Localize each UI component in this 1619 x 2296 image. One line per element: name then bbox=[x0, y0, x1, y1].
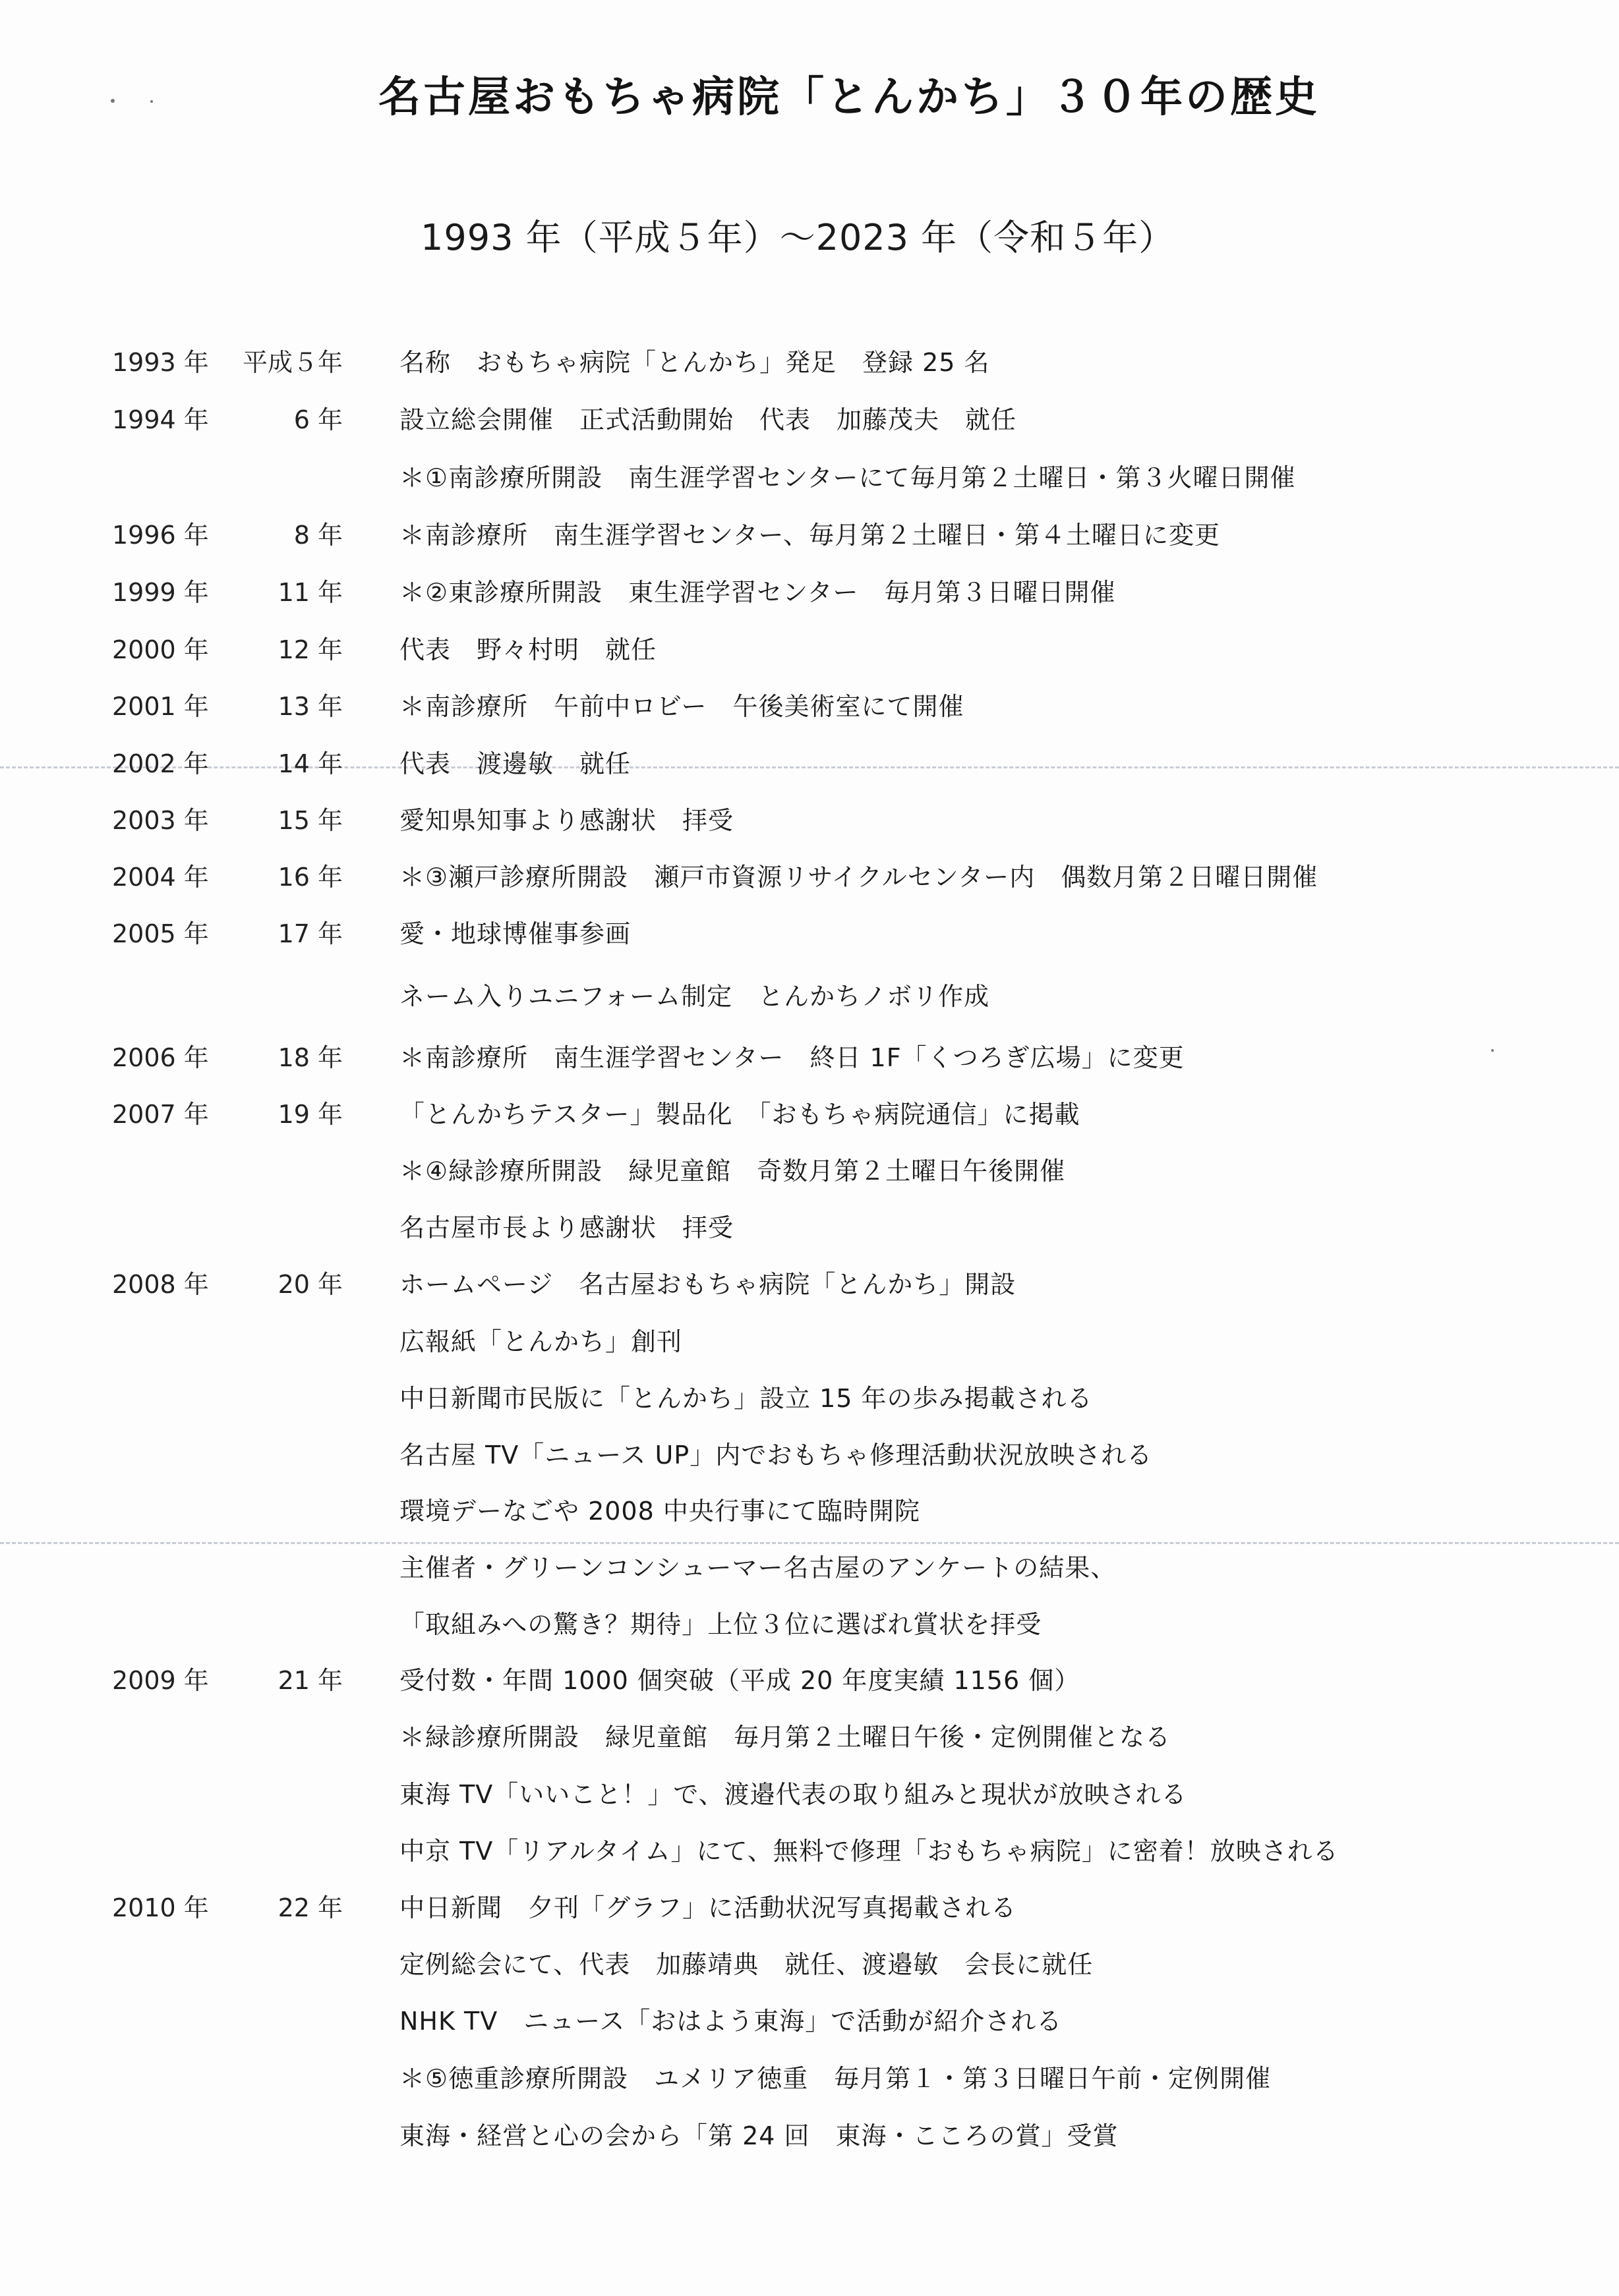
row-era-year: 11 年 bbox=[278, 578, 343, 607]
timeline-row bbox=[0, 1322, 1619, 1362]
row-event: ＊南診療所 南生涯学習センター 終日 1F「くつろぎ広場」に変更 bbox=[399, 1043, 1185, 1072]
row-event: 設立総会開催 正式活動開始 代表 加藤茂夫 就任 bbox=[399, 405, 1017, 434]
row-event: ＊緑診療所開設 緑児童館 毎月第２土曜日午後・定例開催となる bbox=[399, 1723, 1171, 1752]
timeline-row bbox=[0, 2059, 1619, 2098]
row-event: ＊南診療所 南生涯学習センター、毎月第２土曜日・第４土曜日に変更 bbox=[399, 521, 1220, 550]
timeline-row bbox=[0, 1208, 1619, 1248]
timeline-row bbox=[0, 2116, 1619, 2156]
timeline-row bbox=[0, 1661, 1619, 1700]
timeline-row bbox=[0, 1095, 1619, 1134]
row-era-year: 16 年 bbox=[278, 863, 343, 892]
row-event: 中日新聞市民版に「とんかち」設立 15 年の歩み掲載される bbox=[399, 1384, 1093, 1413]
row-era-year: 17 年 bbox=[278, 919, 343, 948]
timeline-row bbox=[0, 801, 1619, 840]
row-era-year: 13 年 bbox=[278, 692, 343, 721]
row-year: 2000 年 bbox=[112, 635, 209, 664]
row-event: ネーム入りユニフォーム制定 とんかちノボリ作成 bbox=[399, 982, 990, 1011]
row-event: ＊②東診療所開設 東生涯学習センター 毎月第３日曜日開催 bbox=[399, 578, 1116, 607]
row-year: 2001 年 bbox=[112, 692, 209, 721]
row-era-year: 6 年 bbox=[293, 405, 343, 434]
page-subtitle: 1993 年（平成５年）～2023 年（令和５年） bbox=[421, 217, 1175, 258]
row-event: ＊④緑診療所開設 緑児童館 奇数月第２土曜日午後開催 bbox=[399, 1157, 1066, 1186]
row-era-year: 19 年 bbox=[278, 1100, 343, 1129]
row-year: 2009 年 bbox=[112, 1666, 209, 1695]
row-event: 代表 野々村明 就任 bbox=[399, 635, 657, 664]
row-event: 名称 おもちゃ病院「とんかち」発足 登録 25 名 bbox=[399, 348, 990, 377]
row-event: ＊①南診療所開設 南生涯学習センターにて毎月第２土曜日・第３火曜日開催 bbox=[399, 463, 1296, 492]
timeline-row bbox=[0, 1717, 1619, 1757]
row-event: 愛・地球博催事参画 bbox=[399, 919, 632, 948]
timeline-row bbox=[0, 914, 1619, 954]
row-year: 1999 年 bbox=[112, 578, 209, 607]
row-era-year: 20 年 bbox=[278, 1270, 343, 1299]
row-year: 2003 年 bbox=[112, 806, 209, 835]
row-event: 東海・経営と心の会から「第 24 回 東海・こころの賞」受賞 bbox=[399, 2121, 1119, 2150]
row-event: 広報紙「とんかち」創刊 bbox=[399, 1327, 683, 1356]
timeline-row bbox=[0, 1548, 1619, 1588]
row-event: 代表 渡邊敏 就任 bbox=[399, 749, 632, 778]
row-event: 環境デーなごや 2008 中央行事にて臨時開院 bbox=[399, 1497, 920, 1526]
timeline-row bbox=[0, 1435, 1619, 1475]
row-event: 中日新聞 夕刊「グラフ」に活動状況写真掲載される bbox=[399, 1893, 1017, 1922]
fold-line bbox=[0, 1542, 1619, 1544]
row-year: 2002 年 bbox=[112, 749, 209, 778]
row-year: 2006 年 bbox=[112, 1043, 209, 1072]
row-era-year: 15 年 bbox=[278, 806, 343, 835]
row-event: 「とんかちテスター」製品化 「おもちゃ病院通信」に掲載 bbox=[399, 1100, 1080, 1129]
timeline-row bbox=[0, 1491, 1619, 1531]
row-event: 東海 TV「いいこと！」で、渡邉代表の取り組みと現状が放映される bbox=[399, 1780, 1187, 1809]
row-year: 2010 年 bbox=[112, 1893, 209, 1922]
row-event: 名古屋 TV「ニュース UP」内でおもちゃ修理活動状況放映される bbox=[399, 1441, 1153, 1470]
timeline-row bbox=[0, 1265, 1619, 1304]
timeline-row bbox=[0, 1831, 1619, 1871]
row-year: 2004 年 bbox=[112, 863, 209, 892]
page-title: 名古屋おもちゃ病院「とんかち」３０年の歴史 bbox=[378, 73, 1320, 122]
timeline-row bbox=[0, 1605, 1619, 1644]
timeline-row bbox=[0, 343, 1619, 382]
row-event: 受付数・年間 1000 個突破（平成 20 年度実績 1156 個） bbox=[399, 1666, 1080, 1695]
timeline-row bbox=[0, 977, 1619, 1016]
row-era-year: 14 年 bbox=[278, 749, 343, 778]
row-event: ホームページ 名古屋おもちゃ病院「とんかち」開設 bbox=[399, 1270, 1016, 1299]
row-era-year: 18 年 bbox=[278, 1043, 343, 1072]
row-year: 1996 年 bbox=[112, 521, 209, 550]
row-year: 2007 年 bbox=[112, 1100, 209, 1129]
row-event: 名古屋市長より感謝状 拝受 bbox=[399, 1213, 734, 1242]
timeline-row bbox=[0, 1151, 1619, 1191]
timeline-row bbox=[0, 857, 1619, 897]
row-event: 「取組みへの驚き？期待」上位３位に選ばれ賞状を拝受 bbox=[399, 1610, 1042, 1639]
timeline-row bbox=[0, 1379, 1619, 1418]
timeline-row bbox=[0, 687, 1619, 726]
row-event: 定例総会にて、代表 加藤靖典 就任、渡邉敏 会長に就任 bbox=[399, 1950, 1094, 1979]
row-event: NHK TV ニュース「おはよう東海」で活動が紹介される bbox=[399, 2007, 1063, 2036]
timeline-row bbox=[0, 400, 1619, 440]
timeline-row bbox=[0, 458, 1619, 498]
row-era-year: 22 年 bbox=[278, 1893, 343, 1922]
row-event: ＊③瀬戸診療所開設 瀬戸市資源リサイクルセンター内 偶数月第２日曜日開催 bbox=[399, 863, 1318, 892]
row-year: 2005 年 bbox=[112, 919, 209, 948]
row-event: 中京 TV「リアルタイム」にて、無料で修理「おもちゃ病院」に密着！放映される bbox=[399, 1837, 1339, 1866]
timeline-row bbox=[0, 1888, 1619, 1928]
row-event: 愛知県知事より感謝状 拝受 bbox=[399, 806, 734, 835]
row-era-year: 平成５年 bbox=[242, 348, 343, 377]
row-year: 1993 年 bbox=[112, 348, 209, 377]
row-year: 2008 年 bbox=[112, 1270, 209, 1299]
row-event: 主催者・グリーンコンシューマー名古屋のアンケートの結果、 bbox=[399, 1553, 1117, 1582]
row-event: ＊⑤徳重診療所開設 ユメリア徳重 毎月第１・第３日曜日午前・定例開催 bbox=[399, 2064, 1272, 2093]
timeline-row bbox=[0, 630, 1619, 670]
timeline-row bbox=[0, 573, 1619, 612]
timeline-row bbox=[0, 1038, 1619, 1077]
timeline-row bbox=[0, 515, 1619, 555]
row-year: 1994 年 bbox=[112, 405, 209, 434]
row-era-year: 12 年 bbox=[278, 635, 343, 664]
row-era-year: 21 年 bbox=[278, 1666, 343, 1695]
timeline-row bbox=[0, 1945, 1619, 1984]
timeline-row bbox=[0, 2001, 1619, 2041]
timeline-row bbox=[0, 744, 1619, 784]
row-event: ＊南診療所 午前中ロビー 午後美術室にて開催 bbox=[399, 692, 964, 721]
row-era-year: 8 年 bbox=[293, 521, 343, 550]
timeline-row bbox=[0, 1775, 1619, 1814]
